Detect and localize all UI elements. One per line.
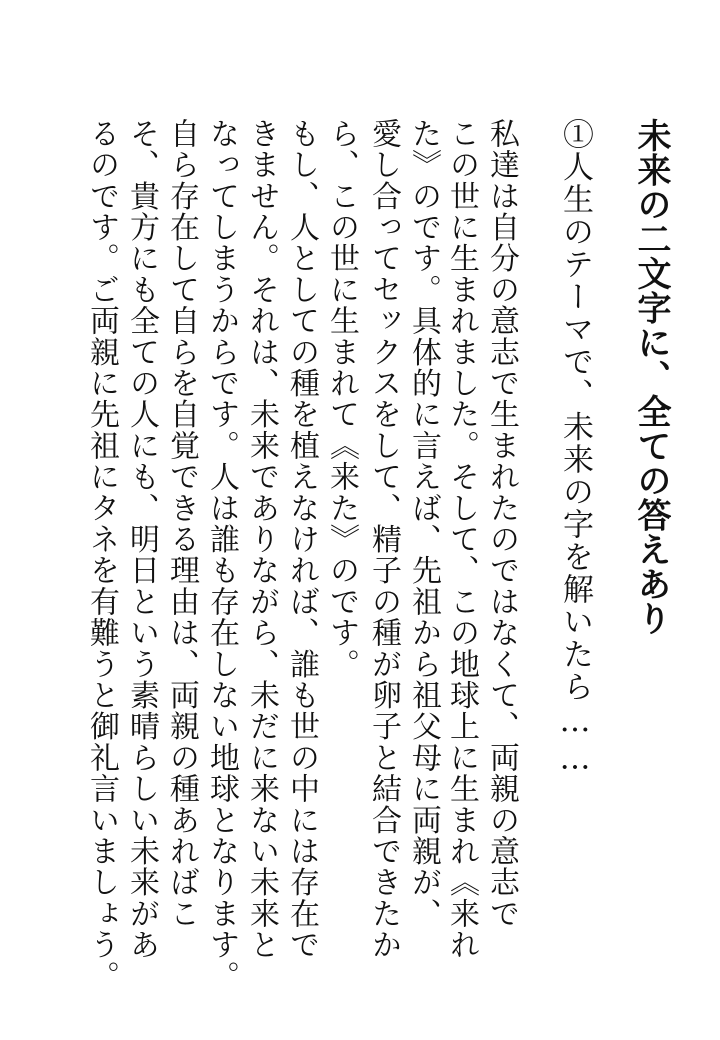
body-line: 愛し合ってセックスをして、精子の種が卵子と結合できたか <box>366 118 401 961</box>
body-line: るのです。ご両親に先祖にタネを有難うと御礼言いましょう。 <box>84 118 119 992</box>
body-line: もし、人としての種を植えなければ、誰も世の中には存在で <box>284 118 319 961</box>
body-line: きません。それは、未来でありながら、未だに来ない未来と <box>244 118 279 961</box>
body-line: 自ら存在して自らを自覚できる理由は、両親の種あればこ <box>164 118 199 930</box>
body-line: この世に生まれました。そして、この地球上に生まれ《来れ <box>444 118 479 961</box>
body-line: そ、貴方にも全ての人にも、明日という素晴らしい未来があ <box>124 118 159 961</box>
page-title: 未来の二文字に、全ての答えあり <box>631 118 671 636</box>
body-line: た》のです。具体的に言えば、先祖から祖父母に両親が、 <box>406 118 441 930</box>
body-line: ら、この世に生まれて《来た》のです。 <box>324 118 359 680</box>
body-line: 私達は自分の意志で生まれたのではなくて、両親の意志で <box>484 118 519 930</box>
section-subtitle: ①人生のテーマで、未来の字を解いたら…… <box>557 118 593 778</box>
body-line: なってしまうからです。人は誰も存在しない地球となります。 <box>204 118 239 992</box>
